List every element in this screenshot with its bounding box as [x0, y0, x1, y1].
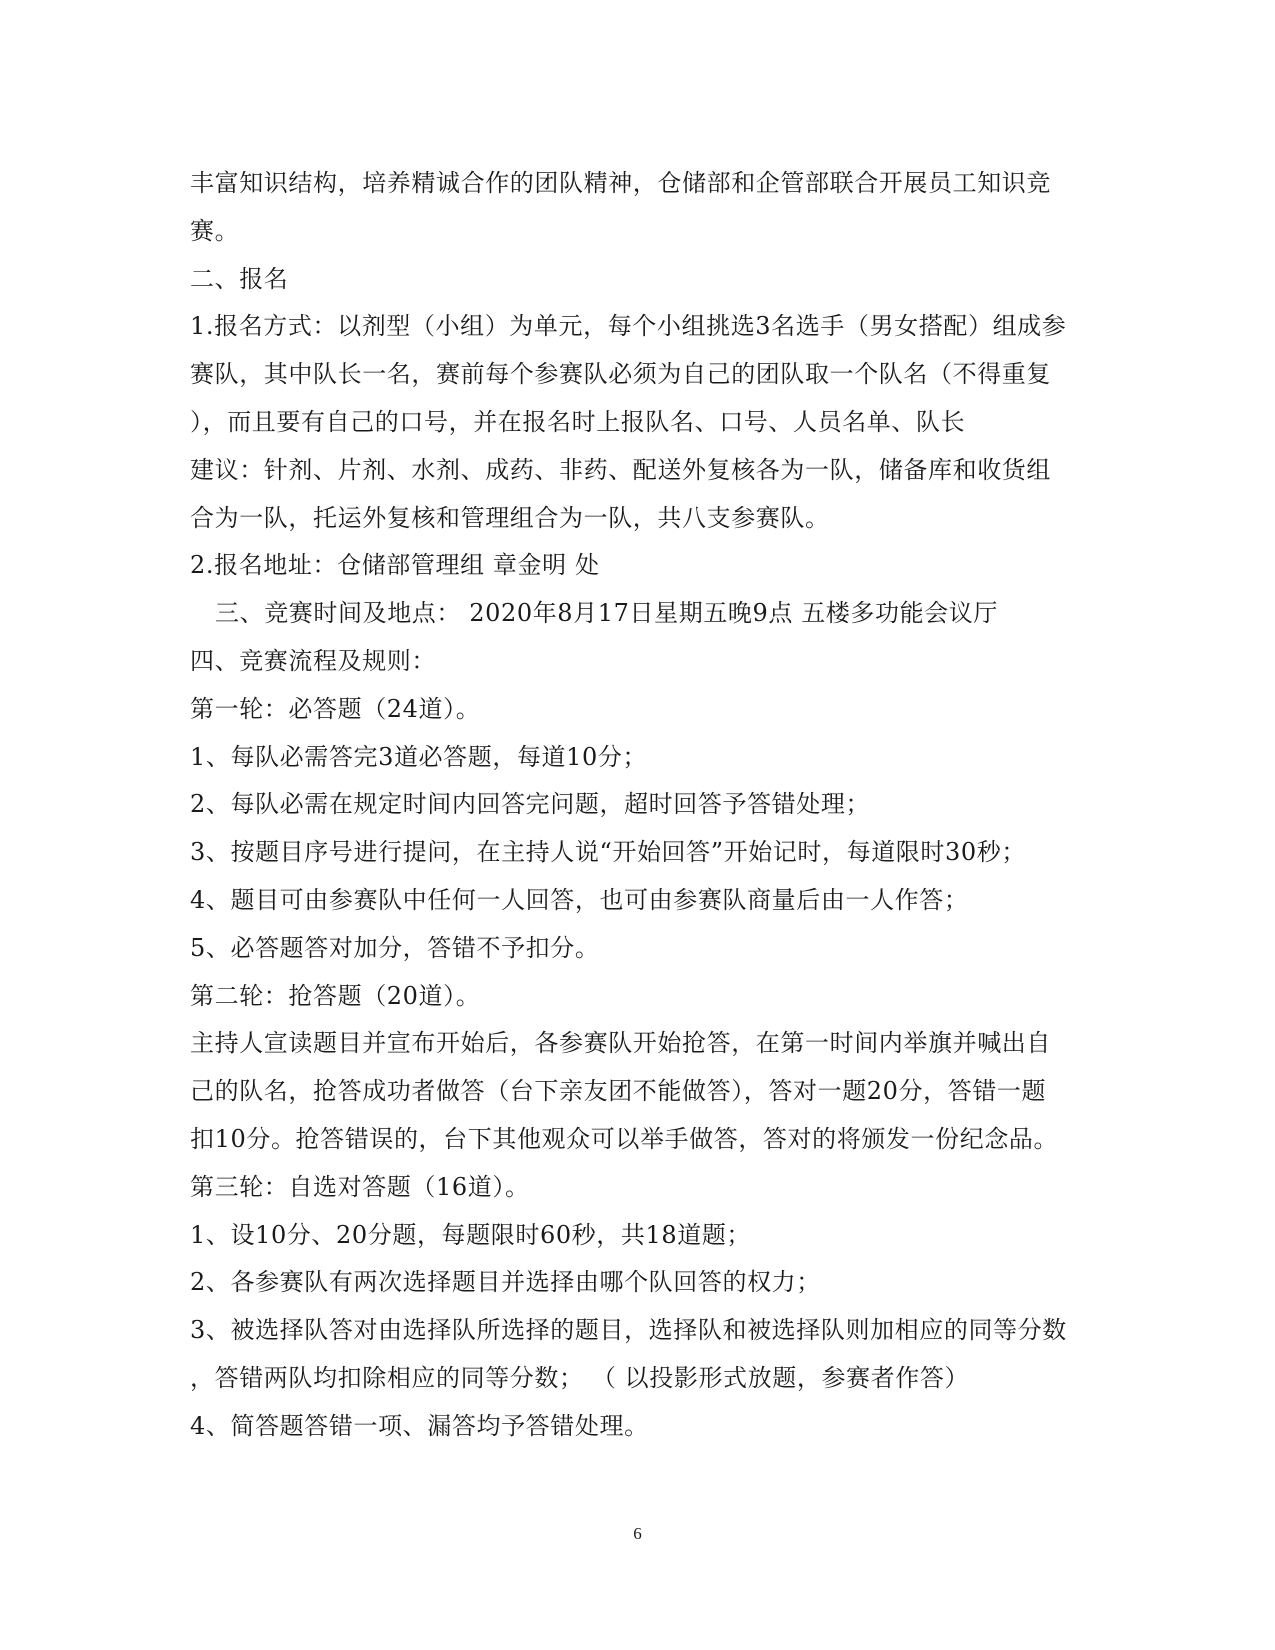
list-item: 5、必答题答对加分，答错不予扣分。 [190, 933, 600, 962]
section-heading: 四、竞赛流程及规则： [190, 646, 436, 675]
body-text-line: 主持人宣读题目并宣布开始后，各参赛队开始抢答，在第一时间内举旗并喊出自 [190, 1029, 1051, 1058]
document-body [190, 160, 1090, 1451]
round-heading: 第三轮：自选对答题（16道）。 [190, 1172, 530, 1201]
body-text-line: 1.报名方式：以剂型（小组）为单元，每个小组挑选3名选手（男女搭配）组成参 [190, 312, 1067, 341]
list-item: 2、各参赛队有两次选择题目并选择由哪个队回答的权力； [190, 1268, 821, 1297]
round-heading: 第二轮：抢答题（20道）。 [190, 981, 481, 1010]
list-item: ，答错两队均扣除相应的同等分数； （ 以投影形式放题，参赛者作答） [190, 1363, 970, 1392]
body-text-line: 扣10分。抢答错误的，台下其他观众可以举手做答，答对的将颁发一份纪念品。 [190, 1124, 1059, 1153]
body-text-line: 丰富知识结构，培养精诚合作的团队精神，仓储部和企管部联合开展员工知识竞 [190, 169, 1051, 197]
list-item: 3、按题目序号进行提问，在主持人说“开始回答”开始记时，每道限时30秒； [190, 838, 1026, 867]
section-heading: 三、竞赛时间及地点： 2020年8月17日星期五晚9点 五楼多功能会议厅 [215, 599, 999, 628]
body-text-line: 赛。 [190, 216, 240, 245]
body-text-line: 赛队，其中队长一名，赛前每个参赛队必须为自己的团队取一个队名（不得重复 [190, 360, 1051, 389]
body-text-line: 己的队名，抢答成功者做答（台下亲友团不能做答），答对一题20分，答错一题 [190, 1077, 1047, 1106]
list-item: 4、题目可由参赛队中任何一人回答，也可由参赛队商量后由一人作答； [190, 885, 969, 914]
list-item: 4、简答题答错一项、漏答均予答错处理。 [190, 1411, 649, 1440]
body-text-line: 建议：针剂、片剂、水剂、成药、非药、配送外复核各为一队，储备库和收货组 [190, 455, 1051, 484]
body-text-line: 2.报名地址：仓储部管理组 章金明 处 [190, 551, 600, 580]
list-item: 1、每队必需答完3道必答题，每道10分； [190, 742, 648, 771]
list-item: 3、被选择队答对由选择队所选择的题目，选择队和被选择队则加相应的同等分数 [190, 1316, 1067, 1345]
list-item: 2、每队必需在规定时间内回答完问题，超时回答予答错处理； [190, 790, 871, 819]
section-heading: 二、报名 [190, 264, 289, 293]
body-text-line: ），而且要有自己的口号，并在报名时上报队名、口号、人员名单、队长 [190, 407, 966, 436]
page-number: 6 [633, 1524, 642, 1543]
round-heading: 第一轮：必答题（24道）。 [190, 694, 481, 723]
list-item: 1、设10分、20分题，每题限时60秒，共18道题； [190, 1220, 752, 1249]
body-text-line: 合为一队，托运外复核和管理组合为一队，共八支参赛队。 [190, 503, 830, 532]
